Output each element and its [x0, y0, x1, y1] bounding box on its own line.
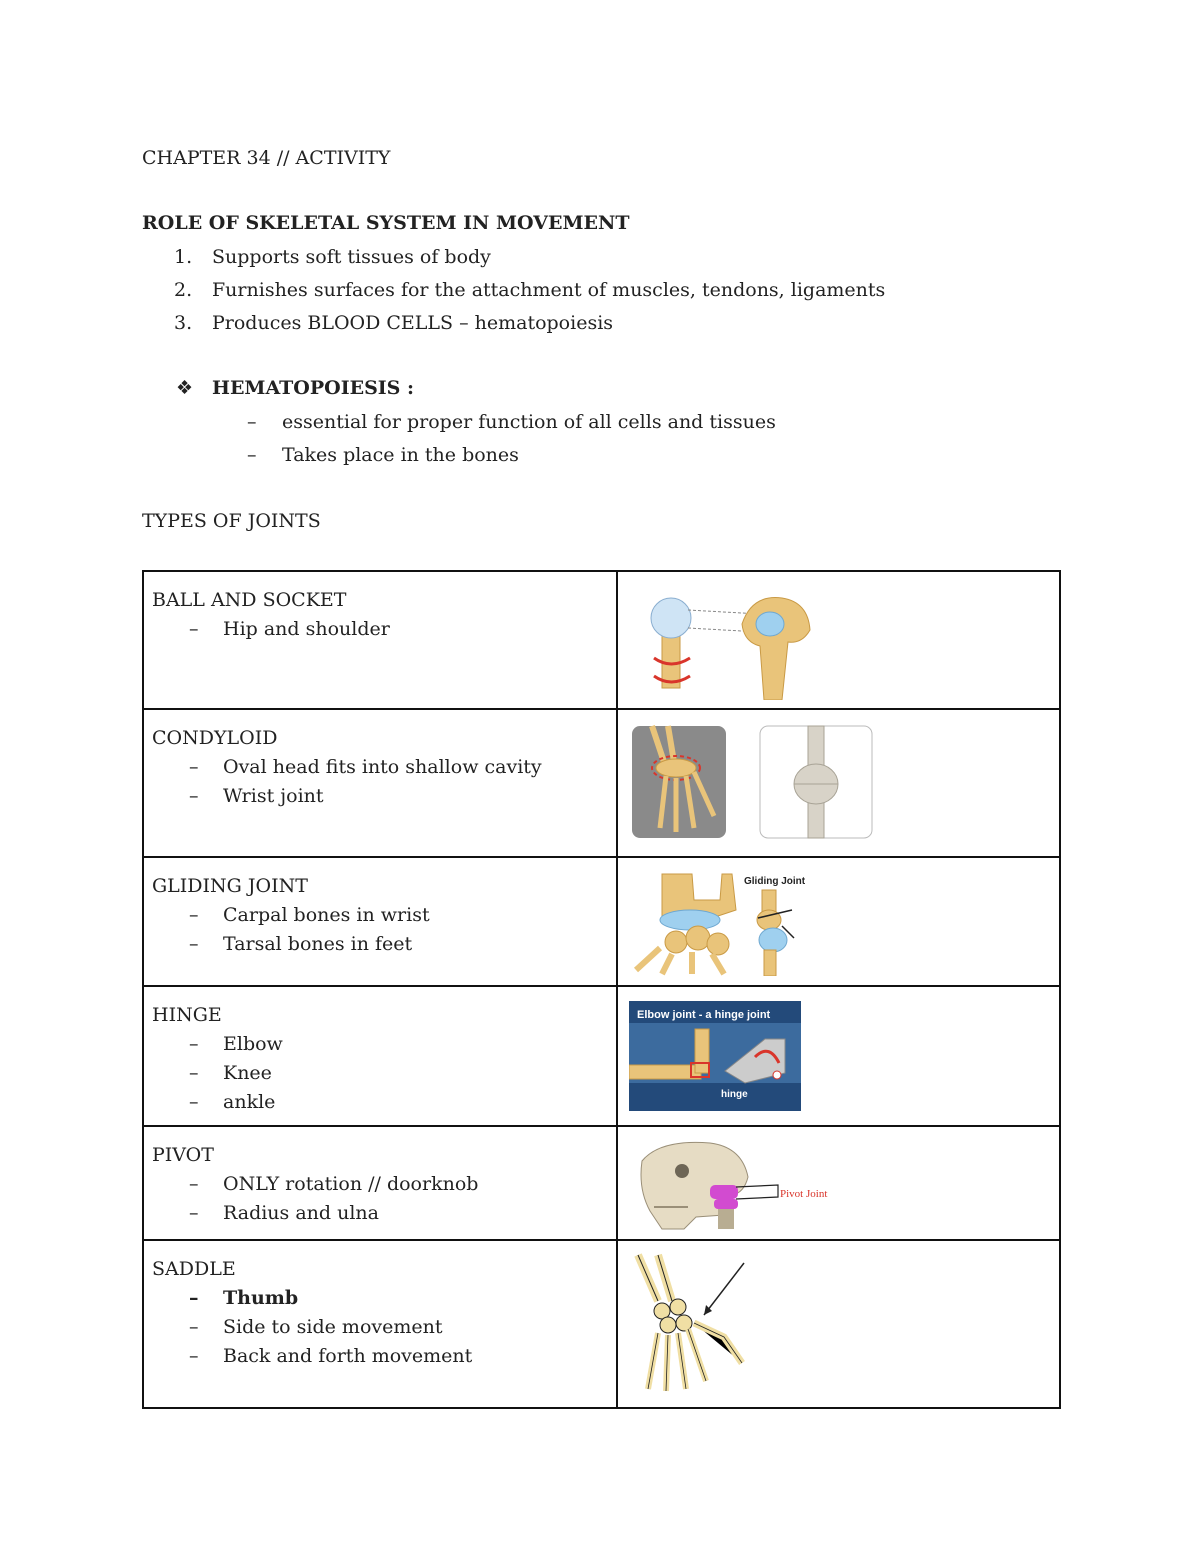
joint-description [143, 857, 617, 986]
joint-name: CONDYLOID [152, 727, 278, 749]
list-text: essential for proper function of all cells and tissues [282, 411, 776, 433]
joint-name: HINGE [152, 1004, 222, 1026]
joint-figure-cell [617, 571, 1060, 709]
joint-description [143, 1126, 617, 1240]
role-section-title: ROLE OF SKELETAL SYSTEM IN MOVEMENT [142, 212, 630, 234]
pivot-joint-figure [632, 1137, 852, 1231]
joint-figure-cell [617, 986, 1060, 1126]
gliding-joint-figure [632, 870, 822, 976]
pivot-joint-label: Pivot Joint [780, 1188, 828, 1200]
list-text: Produces BLOOD CELLS – hematopoiesis [212, 312, 614, 334]
dash-bullet: – [247, 411, 257, 433]
joint-description [143, 986, 617, 1126]
list-number: 3. [174, 312, 193, 334]
joints-table [142, 570, 1061, 1409]
joints-section-title: TYPES OF JOINTS [142, 510, 321, 532]
joint-detail: – Hip and shoulder [152, 615, 608, 644]
joint-detail: – Elbow [152, 1030, 608, 1059]
hinge-joint-figure [629, 1001, 801, 1111]
joint-name: PIVOT [152, 1144, 214, 1166]
joint-detail: – Side to side movement [152, 1313, 608, 1342]
joint-detail: – ONLY rotation // doorknob [152, 1170, 608, 1199]
condyloid-figure [630, 724, 880, 842]
hinge-figure-title: Elbow joint - a hinge joint [637, 1009, 771, 1021]
list-text: Supports soft tissues of body [212, 246, 491, 268]
table-row [143, 1126, 1060, 1240]
hematopoiesis-title: HEMATOPOIESIS : [212, 377, 415, 399]
joint-detail: – Tarsal bones in feet [152, 930, 608, 959]
table-row [143, 1240, 1060, 1408]
table-row [143, 571, 1060, 709]
hinge-figure-label: hinge [721, 1089, 748, 1100]
ball-socket-figure [632, 584, 832, 700]
list-text: Takes place in the bones [282, 444, 519, 466]
joint-detail: – Radius and ulna [152, 1199, 608, 1228]
joint-description [143, 709, 617, 857]
chapter-heading: CHAPTER 34 // ACTIVITY [142, 147, 391, 169]
joint-description [143, 1240, 617, 1408]
list-number: 1. [174, 246, 193, 268]
joint-detail: – Back and forth movement [152, 1342, 608, 1371]
joint-name: BALL AND SOCKET [152, 589, 347, 611]
diamond-bullet-icon: ❖ [176, 377, 194, 399]
joint-figure-cell [617, 1240, 1060, 1408]
table-row [143, 857, 1060, 986]
dash-bullet: – [247, 444, 257, 466]
joint-figure-cell [617, 1126, 1060, 1240]
joint-detail: – Thumb [152, 1284, 608, 1313]
joint-detail: – Carpal bones in wrist [152, 901, 608, 930]
list-number: 2. [174, 279, 193, 301]
joint-description [143, 571, 617, 709]
joint-detail: – ankle [152, 1088, 608, 1117]
joint-name: SADDLE [152, 1258, 236, 1280]
joint-detail: – Wrist joint [152, 782, 608, 811]
joint-name: GLIDING JOINT [152, 875, 308, 897]
joint-figure-cell [617, 857, 1060, 986]
joint-detail: – Oval head fits into shallow cavity [152, 753, 608, 782]
joint-figure-cell [617, 709, 1060, 857]
saddle-joint-figure [632, 1253, 762, 1393]
gliding-joint-label: Gliding Joint [744, 876, 806, 887]
table-row [143, 709, 1060, 857]
joint-detail: – Knee [152, 1059, 608, 1088]
list-text: Furnishes surfaces for the attachment of muscles, tendons, ligaments [212, 279, 886, 301]
table-row [143, 986, 1060, 1126]
